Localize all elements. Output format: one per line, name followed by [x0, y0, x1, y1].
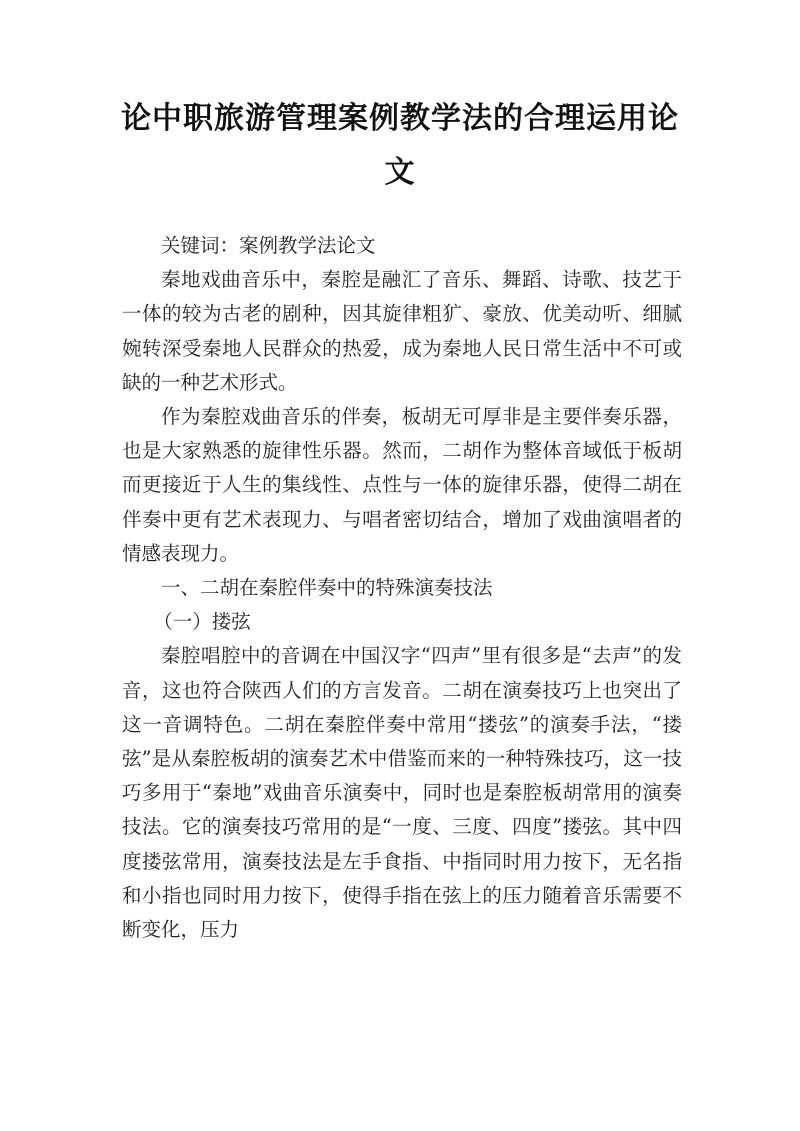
paragraph-1: 秦地戏曲音乐中，秦腔是融汇了音乐、舞蹈、诗歌、技艺于一体的较为古老的剧种，因其旋律粗犷、豪放、优美动听、细腻婉转深受秦地人民群众的热爱，成为秦地人民日常生活中不可或缺的一种艺术形式。: [122, 268, 682, 394]
document-body: [122, 229, 682, 947]
subsection-heading: （一）搂弦: [153, 610, 251, 634]
document-title: 论中职旅游管理案例教学法的合理运用论文: [121, 101, 679, 190]
paragraph-2: 作为秦腔戏曲音乐的伴奏，板胡无可厚非是主要伴奏乐器，也是大家熟悉的旋律性乐器。然而，二胡作为整体音域低于板胡而更接近于人生的集线性、点性与一体的旋律乐器，使得二胡在伴奏中更有艺术表现力、与唱者密切结合，增加了戏曲演唱者的情感表现力。: [122, 405, 682, 565]
keywords-line: 关键词：案例教学法论文: [161, 234, 376, 257]
paragraph-3: 秦腔唱腔中的音调在中国汉字“四声”里有很多是“去声”的发音，这也符合陕西人们的方言发音。二胡在演奏技巧上也突出了这一音调特色。二胡在秦腔伴奏中常用“搂弦”的演奏手法，“搂弦”是从秦腔板胡的演奏艺术中借鉴而来的一种特殊技巧，这一技巧多用于“秦地”戏曲音乐演奏中，同时也是秦腔板胡常用的演奏技法。它的演奏技巧常用的是“一度、三度、四度”搂弦。其中四度搂弦常用，演奏技法是左手食指、中指同时用力按下，无名指和小指也同时用力按下，使得手指在弦上的压力随着音乐需要不断变化，压力: [122, 644, 682, 942]
section-heading: 一、二胡在秦腔伴奏中的特殊演奏技法: [161, 576, 493, 600]
